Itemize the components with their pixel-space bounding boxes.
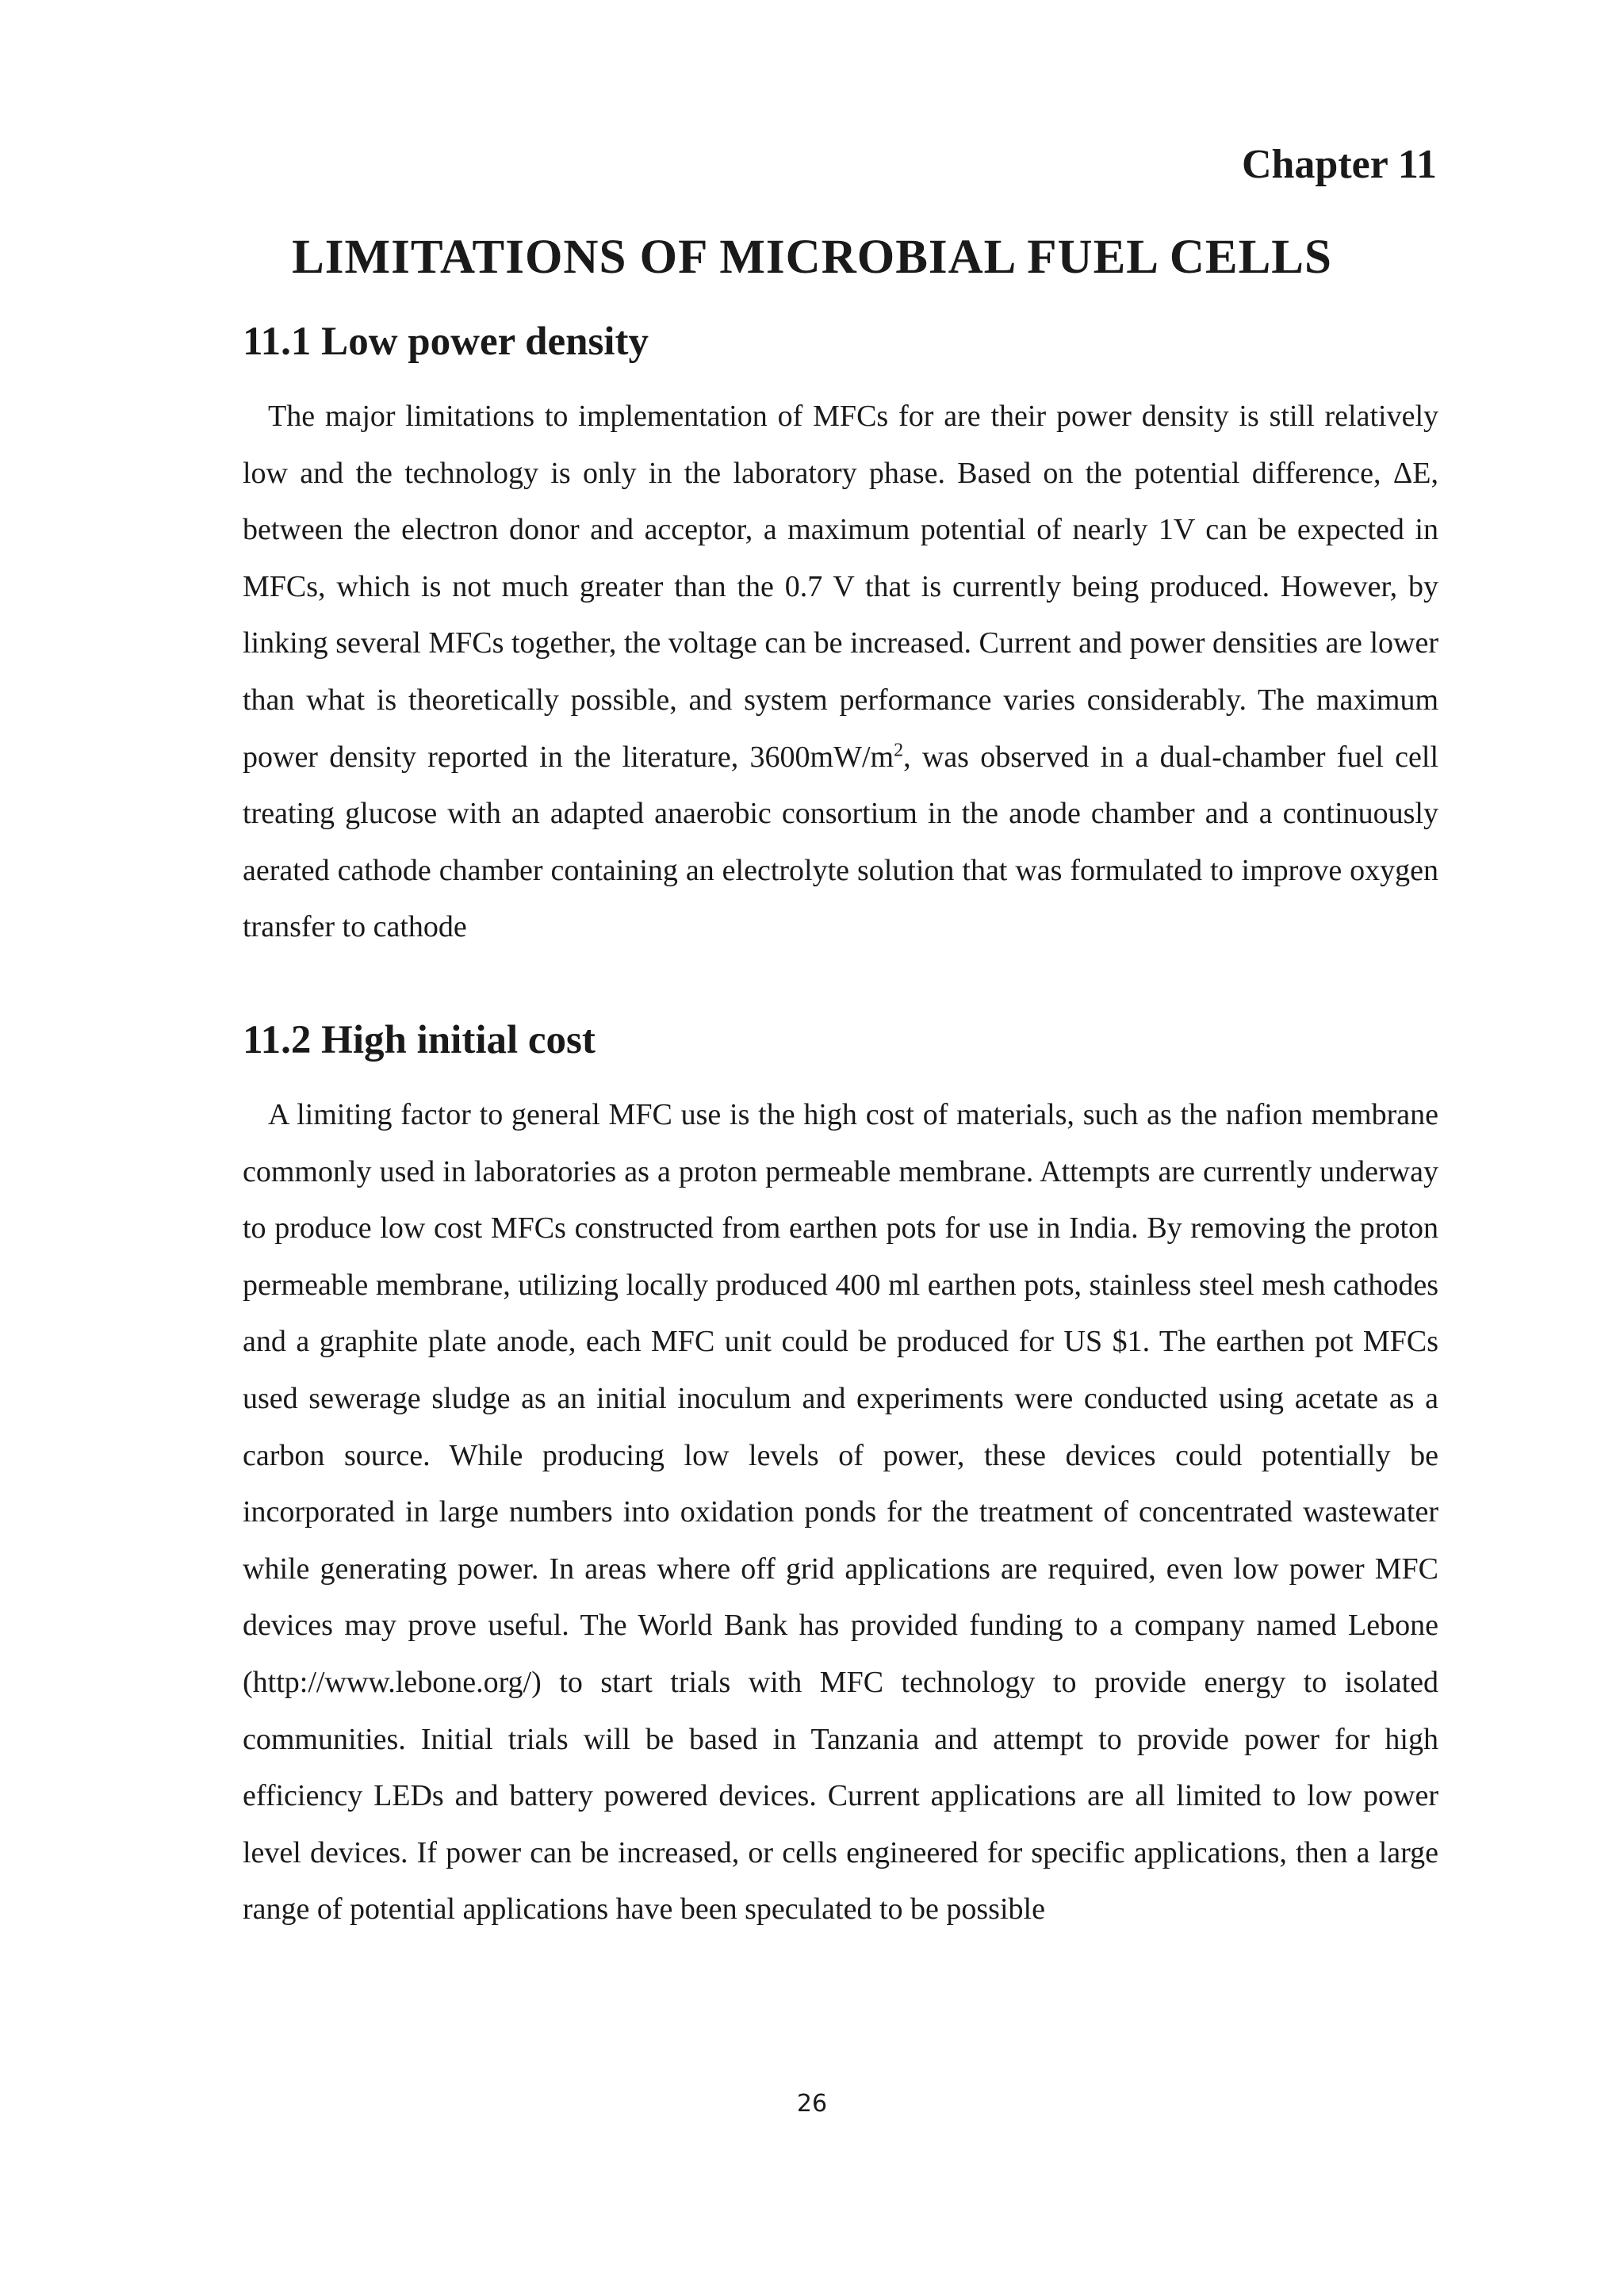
paragraph-low-power-density bbox=[243, 388, 1438, 956]
page-number: 26 bbox=[796, 2090, 828, 2118]
section-heading-low-power-density: 11.1 Low power density bbox=[243, 320, 649, 364]
paragraph-text-part-2: , was observed in a dual-chamber fuel cell treating glucose with an adapted anaerobic consortium in the anode chamber and a continuously aerated cathode chamber containing an electrolyte solution that was formulated to improve oxygen transfer to cathode bbox=[243, 740, 1438, 944]
superscript-exponent: 2 bbox=[894, 739, 904, 760]
paragraph-text-part-1: The major limitations to implementation of MFCs for are their power density is still relatively low and the technology is only in the laboratory phase. Based on the potential difference, ΔE, between the electron donor and acceptor, a maximum potential of nearly 1V can be expected in MFCs, which is not much greater than the 0.7 V that is currently being produced. However, by linking several MFCs together, the voltage can be increased. Current and power densities are lower than what is theoretically possible, and system performance varies considerably. The maximum power density reported in the literature, 3600mW/m bbox=[243, 400, 1438, 774]
chapter-label: Chapter 11 bbox=[1241, 142, 1437, 187]
chapter-title: LIMITATIONS OF MICROBIAL FUEL CELLS bbox=[292, 231, 1332, 284]
section-heading-high-initial-cost: 11.2 High initial cost bbox=[243, 1018, 596, 1062]
paragraph-high-initial-cost: A limiting factor to general MFC use is the high cost of materials, such as the nafion membrane commonly used in laboratories as a proton permeable membrane. Attempts are currently underway to produce low cost MFCs constructed from earthen pots for use in India. By removing the proton permeable membrane, utilizing locally produced 400 ml earthen pots, stainless steel mesh cathodes and a graphite plate anode, each MFC unit could be produced for US $1. The earthen pot MFCs used sewerage sludge as an initial inoculum and experiments were conducted using acetate as a carbon source. While producing low levels of power, these devices could potentially be incorporated in large numbers into oxidation ponds for the treatment of concentrated wastewater while generating power. In areas where off grid applications are required, even low power MFC devices may prove useful. The World Bank has provided funding to a company named Lebone (http://www.lebone.org/) to start trials with MFC technology to provide energy to isolated communities. Initial trials will be based in Tanzania and attempt to provide power for high efficiency LEDs and battery powered devices. Current applications are all limited to low power level devices. If power can be increased, or cells engineered for specific applications, then a large range of potential applications have been speculated to be possible bbox=[243, 1098, 1438, 1927]
